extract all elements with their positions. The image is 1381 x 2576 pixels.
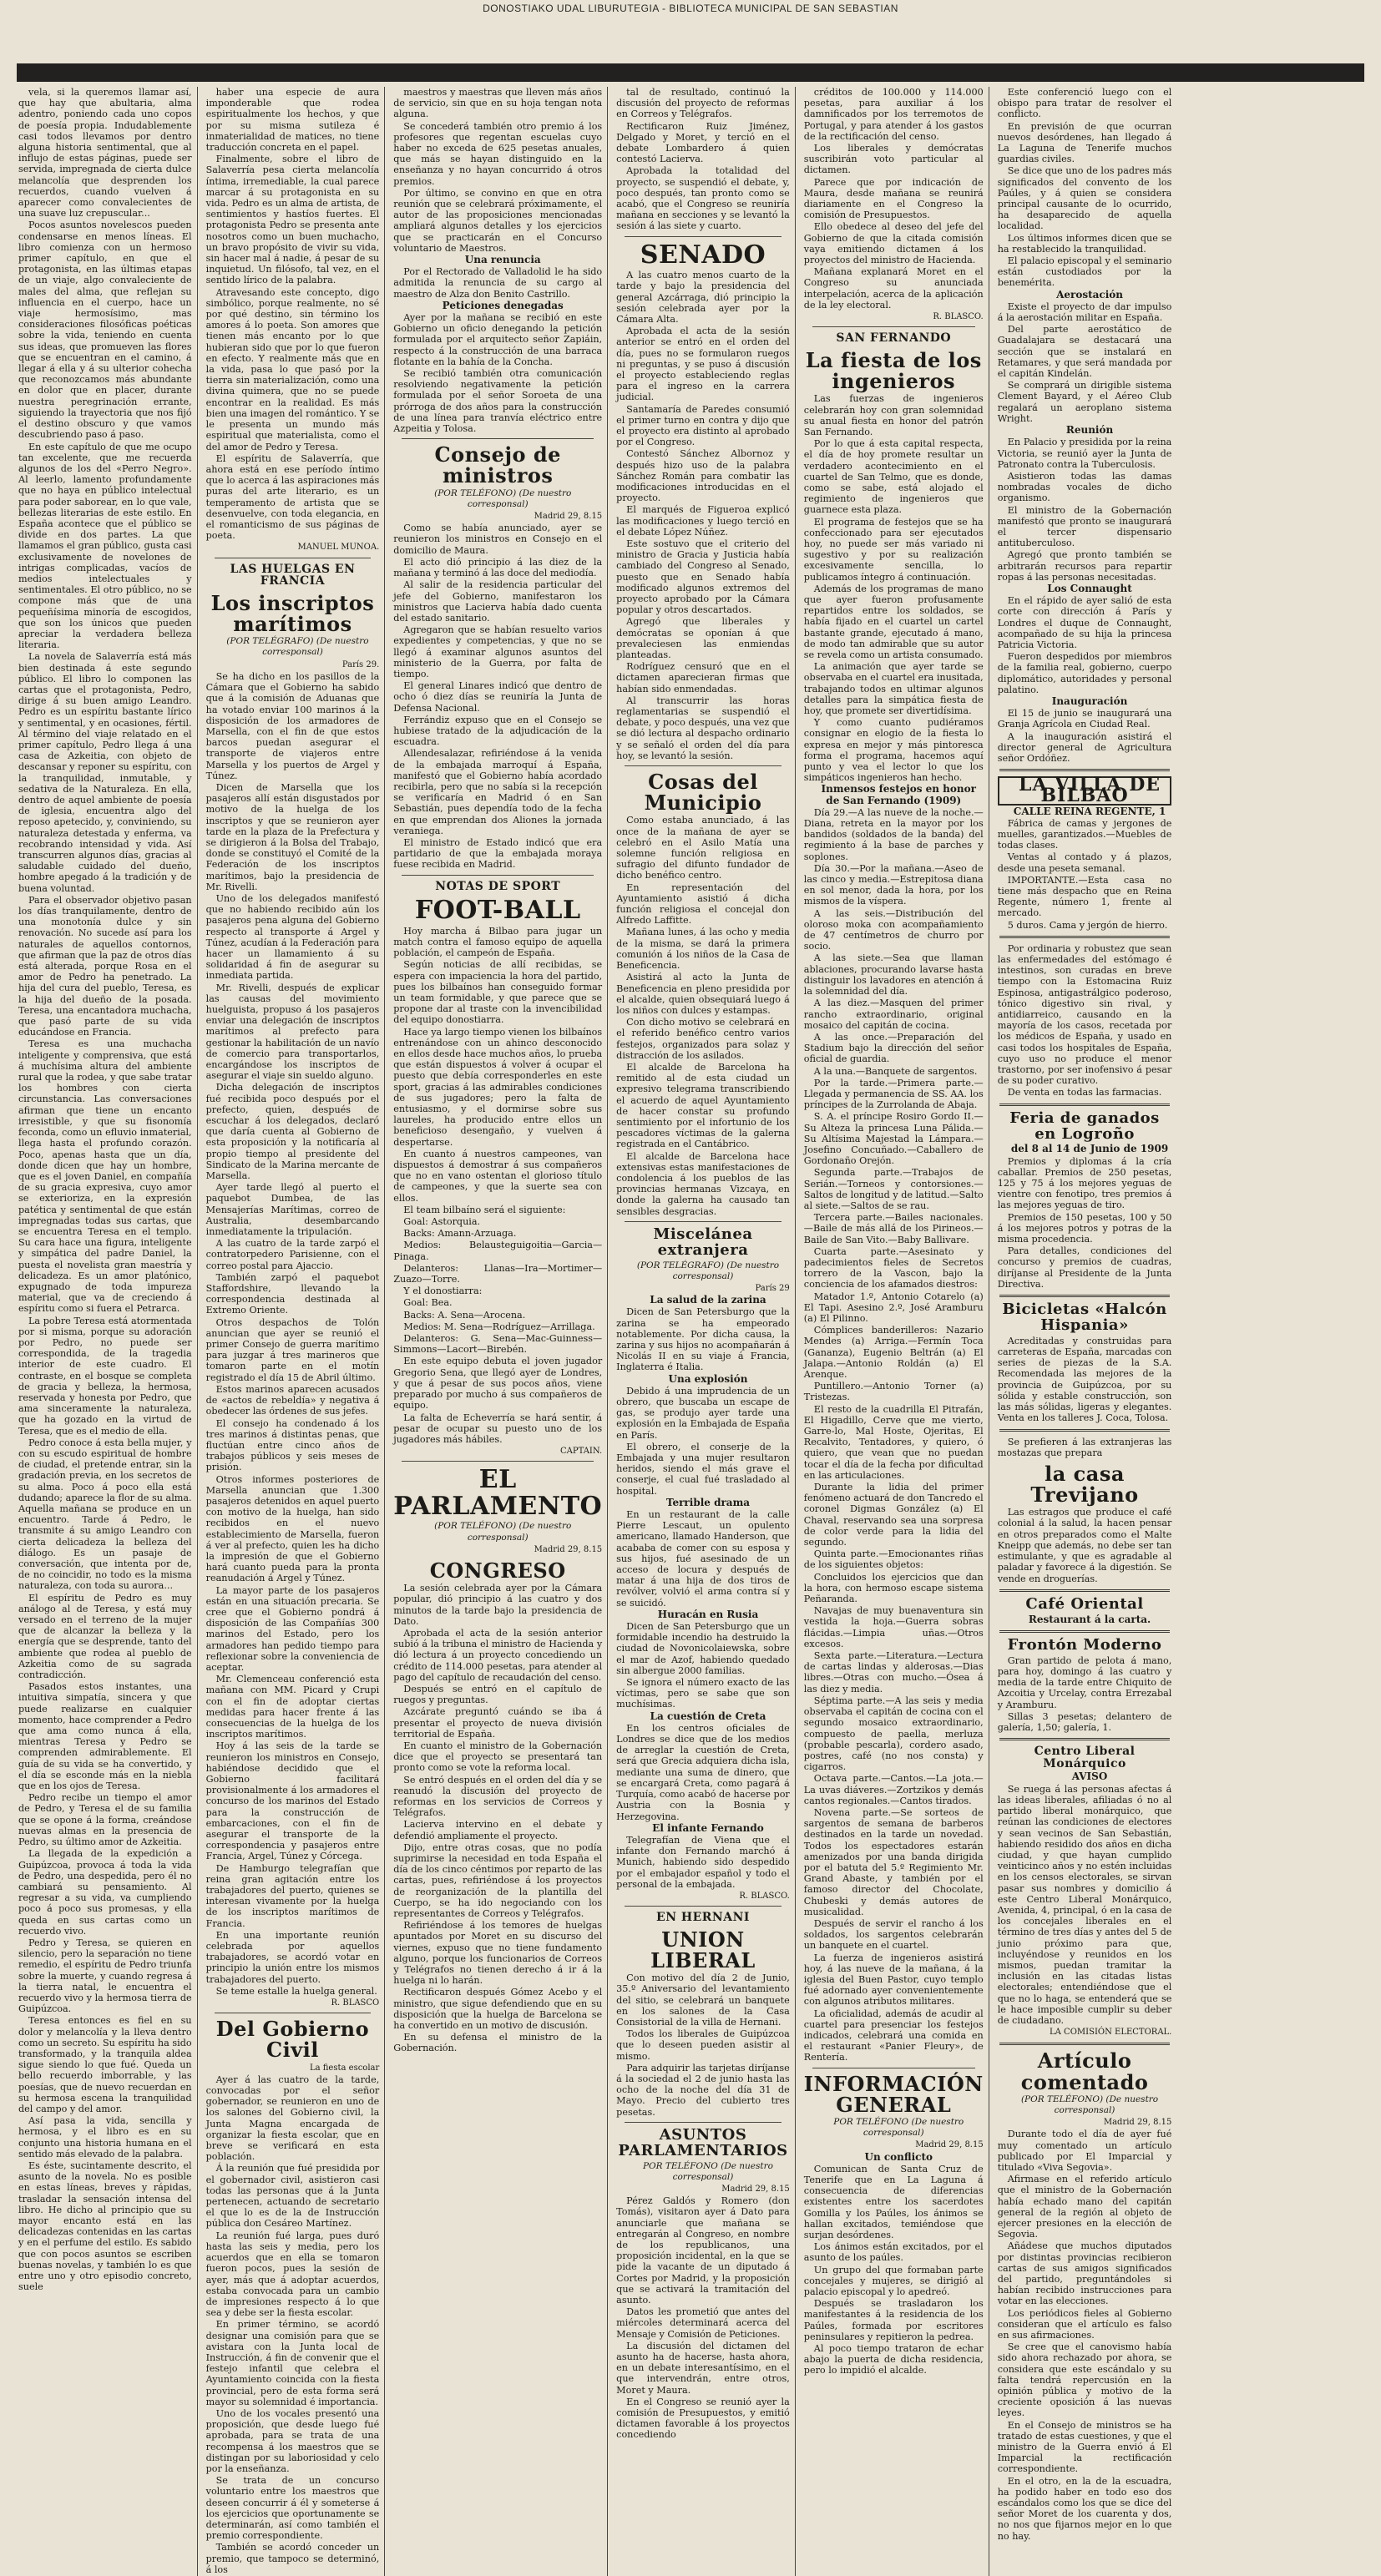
article-paragraph: Por la tarde.—Primera parte.—Llegada y permanencia de SS. AA. los príncipes de la Zurrolanda de Abaja.: [803, 1077, 984, 1111]
subsection-title: Restaurant á la carta.: [1028, 1613, 1151, 1625]
article-paragraph: Ventas al contado y á plazos, desde una peseta semanal.: [997, 851, 1172, 874]
article-paragraph: Uno de los vocales presentó una proposición, que desde luego fué aprobada, para se trata de una recompensa á los maestros que se distingan por su laboriosidad y celo por la enseñanza.: [205, 2407, 380, 2474]
article-paragraph: Se concederá también otro premio á los profesores que regentan escuelas cuyo haber no exceda de 625 pesetas anuales, que más se hayan distinguido en la enseñanza y no hayan concurrido á otros premios.: [393, 120, 603, 187]
article-paragraph: En un restaurant de la calle Pierre Lescaut, un opulento americano, llamado Handerson, que acababa de comer con su esposa y sus hijos, fué asesinado de un acceso de locura y después de matar á una hija de dos tiros de revólver, volvió el arma contra sí y se suicidó.: [616, 1509, 790, 1609]
section-headline: FOOT-BALL: [414, 896, 581, 926]
article-paragraph: Se ha dicho en los pasillos de la Cámara que el Gobierno ha sabido que á la comisión de Aduanas que ha votado enviar 100 marinos á la disposición de los armadores de Marsella, con el fin de que estos barcos puedan asegurar el transporte de viajeros entre Marsella y los puertos de Argel y Túnez.: [205, 670, 380, 781]
article-paragraph: Delanteros: Llanas—Ira—Mortimer—Zuazo—Torre.: [393, 1262, 603, 1285]
article-paragraph: Mr. Rivelli, después de explicar las causas del movimiento huelguista, propuso á los pasajeros enviar una delegación de inscriptos marítimos al prefecto para gestionar la habilitación de un navío de comercio para transportarlos, encargándose los inscriptos de asegurar el viaje sin sueldo alguno.: [205, 982, 380, 1082]
double-rule: [999, 1738, 1171, 1740]
author-signature: CAPTAIN.: [559, 1447, 603, 1457]
article-paragraph: Los liberales y demócratas suscribirán voto particular al dictamen.: [803, 143, 984, 176]
subsection-title: Huracán en Rusia: [657, 1608, 759, 1620]
article-paragraph: Y el donostiarra:: [403, 1285, 483, 1297]
article-paragraph: Quinta parte.—Emocionantes riñas de los siguientes objetos:: [803, 1548, 984, 1571]
article-paragraph: Backs: Amann-Arzuaga.: [403, 1228, 517, 1240]
column-rule: [625, 2122, 782, 2123]
article-paragraph: Hace ya largo tiempo vienen los bilbaínos entrenándose con un ahinco desconocido en ellos desde hace muchos años, lo prueba que están dispuestos á volver á ocupar el puesto que debía corresponderles en este sport, gracias á las admirables condiciones de sus jugadores; pero la falta de entusiasmo, y el dormirse sobre sus laureles, ha producido entre ellos un beneficioso desengaño, y vuelven á despertarse.: [393, 1026, 603, 1148]
article-paragraph: Pasados estos instantes, una intuitiva simpatía, sincera y que puede realizarse en cualquier momento, hace comprender a Pedro que ama como nunca á ella, mientras Teresa y Pedro se comprenden admirablemente. El guía de su vida se ha convertido, y el día se esconde más en la niebla que en los ojos de Teresa.: [18, 1681, 192, 1792]
double-rule: [999, 1104, 1171, 1106]
article-paragraph: tal de resultado, continuó la discusión del proyecto de reformas en Correos y Telégrafos.: [616, 87, 790, 120]
article-paragraph: Contestó Sánchez Albornoz y después hizo uso de la palabra Sánchez Román para combatir las modificaciones introducidas en el proyecto.: [616, 448, 790, 504]
article-paragraph: Dicen de Marsella que los pasajeros allí están disgustados por motivo de la huelga de los inscriptos y que se reunieron ayer tarde en la plaza de la Prefectura y se dirigieron á la Bolsa del Trabajo, donde se constituyó el Comité de la Federación de los inscriptos marítimos, bajo la presidencia de Mr. Rivelli.: [205, 781, 380, 892]
subsection-title: Una explosión: [668, 1372, 748, 1385]
article-paragraph: Los ánimos están excitados, por el asunto de los paúles.: [803, 2241, 984, 2264]
article-paragraph: La reunión fué larga, pues duró hasta las seis y media, pero los acuerdos que en ella se tomaron fueron pocos, pues la sesión de ayer, más que á adoptar acuerdos, estaba convocada para un cambio de impresiones respecto á lo que sea y debe ser la fiesta escolar.: [205, 2230, 380, 2319]
dateline: París 29: [755, 1283, 790, 1293]
article-paragraph: Los periódicos fieles al Gobierno consideran que el artículo es falso en sus afirmaciones.: [997, 2307, 1172, 2341]
article-paragraph: Por lo que á esta capital respecta, el día de hoy promete resultar un verdadero acontecimiento en el cuartel de San Telmo, que es donde, como se sabe, está alojado el regimiento de ingenieros que guarnece esta plaza.: [803, 438, 984, 516]
double-rule: [999, 769, 1171, 771]
article-paragraph: Se entró después en el orden del día y se reanudó la discusión del proyecto de reformas en los servicios de Correos y Telégrafos.: [393, 1774, 603, 1819]
article-paragraph: La fuerza de ingenieros asistirá hoy, á las nueve de la mañana, á la iglesia del Buen Pastor, cuyo templo fué adornado ayer convenientemente con algunos atributos militares.: [803, 1952, 984, 2008]
article-paragraph: Fueron despedidos por miembros de la familia real, gobierno, cuerpo diplomático, autoridades y personal palatino.: [997, 651, 1172, 695]
double-rule: [999, 1630, 1171, 1633]
article-paragraph: Asistieron todas las damas nombradas vocales de dicho organismo.: [997, 470, 1172, 504]
column-2: [206, 87, 386, 2576]
section-headline: Café Oriental: [1025, 1594, 1144, 1613]
section-headline: Feria de ganados en Logroño: [1009, 1109, 1160, 1143]
article-paragraph: Se prefieren á las extranjeras las mostazas que prepara: [997, 1436, 1172, 1458]
article-paragraph: Matador 1.º, Antonio Cotarelo (a) El Tapi. Asesino 2.º, José Aramburu (a) El Pilinno.: [803, 1291, 984, 1324]
section-headline: Los inscriptos marítimos: [210, 590, 375, 637]
article-paragraph: Puntillero.—Antonio Torner (a) Tristezas.: [803, 1381, 984, 1403]
top-rule: [17, 63, 1364, 82]
article-paragraph: Cómplices banderilleros: Nazario Mendes (a) Arriga.—Fermín Toca (Gananza), Eugenio Beltrán (a) El Jalapa.—Antonio Roldán (a) El Arenque.: [803, 1325, 984, 1380]
article-paragraph: A la inauguración asistirá el director general de Agricultura señor Ordóñez.: [997, 730, 1172, 764]
column-1: [18, 87, 198, 2576]
subsection-title: El infante Fernando: [652, 1821, 764, 1834]
article-paragraph: Pedro recibe un tiempo el amor de Pedro, y Teresa el de su familia que se opone á la forma, creándose nuevas almas en la presencia de Pedro, su último amor de Azkeitia.: [18, 1792, 192, 1848]
article-paragraph: IMPORTANTE.—Esta casa no tiene más despacho que en Reina Regente, número 1, frente al mercado.: [997, 874, 1172, 919]
column-5: [804, 87, 989, 2576]
article-paragraph: Se trata de un concurso voluntario entre los maestros que deseen concurrir á él y someterse á los ejercicios que oportunamente se determinarán, así como también el premio correspondiente.: [205, 2475, 380, 2542]
article-paragraph: Telegrafían de Viena que el infante don Fernando marchó á Munich, habiendo sido despedido por el embajador español y todo el personal de la embajada.: [616, 1834, 790, 1890]
article-paragraph: Ello obedece al deseo del jefe del Gobierno de que la citada comisión vaya emitiendo dictamen á los proyectos del ministro de Hacienda.: [803, 221, 984, 266]
subsection-title: Una renuncia: [464, 254, 541, 266]
article-paragraph: Dicen de San Petersburgo que un formidable incendio ha destruido la ciudad de Novonicolaiewska, sobre el mar de Azof, habiendo quedado sin albergue 2000 familias.: [616, 1621, 790, 1676]
subsection-title: La salud de la zarina: [650, 1294, 766, 1306]
article-paragraph: Aprobada la totalidad del proyecto, se suspendió el debate, y, poco después, tan pronto como se acabó, que el Congreso se reuniría mañana en secciones y se levantó la sesión á las siete y cuarto.: [616, 165, 790, 232]
article-paragraph: Rodríguez censuró que en el dictamen aparecieran firmas que habían sido enmendadas.: [616, 661, 790, 695]
article-paragraph: Al transcurrir las horas reglamentarias se suspendió el debate, y poco después, una vez que se dió lectura al despacho ordinario y se señaló el orden del día para hoy, se levantó la sesión.: [616, 695, 790, 761]
article-paragraph: El resto de la cuadrilla El Pitrafán, El Higadillo, Cerve que me vierto, Garre-lo, Mal Hoste, Ojeritas, El Recalvito, Tentadores, y quiero, ó quiero, que vean que no puedan tocar el día de la fecha por dificultad en las articulaciones.: [803, 1403, 984, 1481]
article-paragraph: Acreditadas y construidas para carreteras de España, marcadas con series de piezas de la S.A. Recomendada las mejores de la provincia de Guipúzcoa, por su sólida y estable construcción, son las más sólidas, ligeras y elegantes. Venta en los talleres J. Coca, Tolosa.: [997, 1335, 1172, 1424]
byline: POR TELÉFONO (De nuestro corresponsal): [642, 2160, 773, 2182]
section-headline: ASUNTOS PARLAMENTARIOS: [618, 2125, 788, 2159]
article-paragraph: créditos de 100.000 y 114.000 pesetas, para auxiliar á los damnificados por los terremotos de Portugal, y para atender á los gastos de la rectificación del censo.: [803, 87, 984, 142]
article-paragraph: Pocos asuntos novelescos pueden condensarse en menos líneas. El libro comienza con un hermoso primer capítulo, en que el protagonista, en las últimas etapas de un viaje, algo convaleciente de males del alma, que reflejan su influencia en el cuerpo, hace un viaje hermosísimo, mas consideraciones filosóficas poéticas sobre la vida, teniendo en cuenta sus ideas, que promueven las flores que se encuentran en el camino, á llegar á ella y á su ulterior cohecha que reconozcamos más abundante en dolor que en placer, durante nuestra peregrinación errante, siguiendo la trayectoria que nos fijó el destino obscuro y que vamos descubriendo paso á paso.: [18, 220, 192, 441]
article-paragraph: En cuanto á nuestros campeones, van dispuestos á demostrar á sus compañeros que no en vano ostentan el glorioso título de campeones, y que la suerte sea con ellos.: [393, 1148, 603, 1204]
archive-banner: DONOSTIAKO UDAL LIBURUTEGIA - BIBLIOTECA MUNICIPAL DE SAN SEBASTIAN: [483, 3, 898, 14]
article-paragraph: Sillas 3 pesetas; delantero de galería, 1,50; galería, 1.: [997, 1710, 1172, 1733]
article-paragraph: Uno de los delegados manifestó que no habiendo recibido aún los pasajeros pena alguna del Gobierno respecto al transporte á Argel y Túnez, acudían á la Federación para hacer un llamamiento á su solidaridad á fin de asegurar su inmediata partida.: [205, 892, 380, 982]
article-paragraph: Agregó que liberales y demócratas se oponían á que prevaleciesen las enmiendas planteadas.: [616, 616, 790, 661]
article-paragraph: A las diez.—Masquen del primer rancho extraordinario, original mosaico del capitán de cocina.: [803, 998, 984, 1031]
article-paragraph: La sesión celebrada ayer por la Cámara popular, dió principio á las cuatro y dos minutos de la tarde bajo la presidencia de Dato.: [393, 1583, 603, 1627]
article-paragraph: Asistirá al acto la Junta de Beneficencia en pleno presidida por el alcalde, quien obsequiará luego á los niños con dulces y estampas.: [616, 972, 790, 1016]
column-6: [998, 87, 1177, 2576]
article-paragraph: Hoy marcha á Bilbao para jugar un match contra el famoso equipo de aquella población, el campeón de España.: [393, 925, 603, 959]
article-paragraph: Según noticias de allí recibidas, se espera con impaciencia la hora del partido, pues los bilbaínos han conseguido formar un team formidable, y que parece que se propone dar al traste con la invencibilidad del equipo donostiarra.: [393, 959, 603, 1026]
article-paragraph: Añádese que muchos diputados por distintas provincias recibieron cartas de sus amigos significados del partido, preguntándoles si habían recibido instrucciones para votar en las elecciones.: [997, 2240, 1172, 2307]
article-paragraph: Datos les prometió que antes del miércoles determinará acerca del Mensaje y Comisión de Peticiones.: [616, 2306, 790, 2340]
article-paragraph: El alcalde de Barcelona hace extensivas estas manifestaciones de condolencia á los pueblos de las provincias hermanas Vizcaya, en donde la galerna ha causado tan sensibles desgracias.: [616, 1150, 790, 1217]
article-paragraph: Del parte aerostático de Guadalajara se destacará una sección que se instalará en Retamares, y que será mandada por el capitán Kindelán.: [997, 324, 1172, 380]
article-paragraph: En este equipo debuta el joven jugador Gregorio Sena, que llegó ayer de Londres, y que á pesar de sus pocos años, viene preparado por mucho á sus compañeros de equipo.: [393, 1356, 603, 1412]
article-paragraph: Pedro y Teresa, se quieren en silencio, pero la separación no tiene remedio, el espíritu de Pedro triunfa sobre la muerte, y cuando regresa á la tierra natal, le encuentra el recuerdo vivo y la hermosa tierra de Guipúzcoa.: [18, 1937, 192, 2015]
article-paragraph: Como estaba anunciado, á las once de la mañana de ayer se celebró en el Asilo Matía una solemne función religiosa en sufragio del difunto fundador de dicho benéfico centro.: [616, 815, 790, 881]
article-paragraph: El alcalde de Barcelona ha remitido al de esta ciudad un expresivo telegrama transcribiendo el acuerdo de aquel Ayuntamiento de hacer constar su profundo sentimiento por el infortunio de los pescadores víctimas de la galerna registrada en el Cantábrico.: [616, 1061, 790, 1150]
article-paragraph: Al salir de la residencia particular del jefe del Gobierno, manifestaron los ministros que Lacierva había dado cuenta del estado sanitario.: [393, 579, 603, 624]
section-headline: CONGRESO: [429, 1558, 566, 1583]
subsection-title: Aerostación: [1056, 288, 1124, 301]
section-headline: INFORMACIÓN GENERAL: [803, 2071, 984, 2117]
byline: POR TELÉFONO (De nuestro corresponsal): [833, 2116, 964, 2139]
article-paragraph: El espíritu de Salaverría, que ahora está en ese período íntimo que lo acerca á las aspiraciones más puras del arte literario, es un temperamento de artista que se desenvuelve, con toda elegancia, en el romanticismo de sus páginas de poeta.: [205, 452, 380, 542]
article-paragraph: Fábrica de camas y jergones de muelles, garantizados.—Muebles de todas clases.: [997, 817, 1172, 851]
article-paragraph: Rectificaron Ruiz Jiménez, Delgado y Moret, y terció en el debate Lombardero á quien contestó Lacierva.: [616, 120, 790, 165]
article-paragraph: Se dice que uno de los padres más significados del convento de los Paúles, y á quien se considera principal causante de lo ocurrido, ha desaparecido de aquella localidad.: [997, 165, 1172, 232]
article-paragraph: Se teme estalle la huelga general.: [215, 1985, 377, 1997]
byline: (POR TELÉGRAFO) (De nuestro corresponsal): [226, 636, 369, 658]
section-headline: Consejo de ministros: [434, 442, 561, 488]
article-paragraph: El ministro de Estado indicó que era partidario de que la embajada moraya fuese recibida en Madrid.: [393, 836, 603, 871]
article-paragraph: Ayer por la mañana se recibió en este Gobierno un oficio denegando la petición formulada por el arquitecto señor Zapiáin, respecto á la construcción de una barraca flotante en la bahía de la Concha.: [393, 312, 603, 367]
article-paragraph: Para el observador objetivo pasan los días tranquilamente, dentro de una monotonía dulce y sin renovación. No sucede así para los naturales de aquellos contornos, que afirman que la paz de otros días está alterada, porque Rosa en el amor de Pedro ha penetrado. La hija del cura del pueblo, Teresa, es la hija del dueño de la posada. Teresa, una encantadora muchacha, que pasó parte de su vida educándose en Francia.: [18, 894, 192, 1038]
article-paragraph: A las siete.—Sea que llaman ablaciones, procurando lavarse hasta distinguir los lavadores en atención á la solemnidad del día.: [803, 952, 984, 998]
article-paragraph: vela, si la queremos llamar así, que hay que abultaria, alma adentro, poniendo cada uno copos de poesía propia. Indudablemente casi todos llevamos por dentro alguna historia sentimental, que al influjo de estas páginas, puede ser servida, impregnada de cierta dulce melancolía que desprenden los recuerdos, cuando vuelven á aparecer como convalecientes de una suave luz crepuscular...: [18, 87, 192, 220]
article-paragraph: Teresa es una muchacha inteligente y comprensiva, que está á muchísima altura del ambiente rural que la rodea, y que sabe tratar los hombres con cierta circunstancia. Las conversaciones afirman que tiene un encanto irresistible, y que su fisonomía feconda, como un efluvio inmaterial, llega hasta el profundo corazón. Poco, apenas hasta que un día, donde dicen que hay un hombre, que es el joven Daniel, en compañía de su gracia expresiva, cuyo amor se exterioriza, en la expresión patética y sentimental de que están impregnadas todas sus cartas, que se encuentra Teresa en el templo. Su cara hace una figura, inteligente y simpática del padre Daniel, la puesta el novelista gran maestría y delicadeza. Es un amor platónico, expugnado de toda impureza material, que va de creciendo á espíritu como si fuera el Petrarca.: [18, 1038, 192, 1315]
article-paragraph: Afirmase en el referido artículo que el ministro de la Gobernación había echado mano del capitán general de la región al objeto de ejercer presiones en la elección de Segovia.: [997, 2174, 1172, 2240]
article-paragraph: Premios y diplomas á la cría caballar. Premios de 250 pesetas, 125 y 75 á los mejores yeguas de vientre con fenotipo, tres premios á las mejores yeguas de tiro.: [997, 1155, 1172, 1211]
column-rule: [402, 1461, 594, 1462]
dateline: Madrid 29, 8.15: [915, 2140, 984, 2150]
article-paragraph: En el Consejo de ministros se ha tratado de estas cuestiones, y que el ministro de la Guerra envió á El Imparcial la rectificación correspondiente.: [997, 2419, 1172, 2475]
article-paragraph: Un grupo del que formaban parte concejales y mujeres, se dirigió al palacio episcopal y lo apedreó.: [803, 2264, 984, 2298]
article-paragraph: Lacierva intervino en el debate y defendió ampliamente el proyecto.: [393, 1819, 603, 1841]
article-paragraph: Agregaron que se habían resuelto varios expedientes y competencias, y que no se llegó á examinar algunos asuntos del ministerio de la Guerra, por falta de tiempo.: [393, 624, 603, 679]
article-paragraph: La pobre Teresa está atormentada por si misma, porque su adoración por Pedro, no puede ser correspondida, de la tragedia interior de este cuadro. El contraste, en el bosque se completa de gracia y belleza, la hermosa, reservada y honesta por Pedro, que ama sinceramente la naturaleza, que ha gozado en la virtud de Teresa, que es el medio de ella.: [18, 1315, 192, 1437]
article-paragraph: La falta de Echeverría se hará sentir, á pesar de ocupar su puesto uno de los jugadores más hábiles.: [393, 1412, 603, 1445]
column-rule: [812, 326, 975, 327]
dateline: Madrid 29, 8.15: [721, 2185, 790, 2195]
article-paragraph: En el otro, en la de la escuadra, ha podido haber en todo eso dos escándalos como los que se dice del señor Moret de los cuarenta y dos, no nos que fijarnos mejor en lo que no hay.: [997, 2475, 1172, 2542]
column-rule: [625, 1906, 782, 1907]
advertisement-title: LA VILLA DE BILBAO: [998, 776, 1172, 805]
article-paragraph: Después de servir el rancho á los soldados, los sargentos celebrarán un banquete en el cuartel.: [803, 1917, 984, 1952]
article-paragraph: Mañana explanará Moret en el Congreso su anunciada interpelación, acerca de la aplicación de la ley electoral.: [803, 266, 984, 311]
article-paragraph: En el rápido de ayer salió de esta corte con dirección á París y Londres el duque de Connaught, acompañado de su hija la princesa Patricia Victoria.: [997, 595, 1172, 650]
dateline: Madrid 29, 8.15: [534, 1544, 603, 1554]
subsection-title: Terrible drama: [665, 1496, 751, 1508]
article-paragraph: Se comprará un dirigible sistema Clement Bayard, y el Aéreo Club regalará un aeroplano sistema Wright.: [997, 380, 1172, 424]
article-paragraph: Otros despachos de Tolón anuncian que ayer se reunió el primer Consejo de guerra marítimo para juzgar á tres marineros que tomaron parte en el motín registrado el día 15 de Abril último.: [205, 1316, 380, 1383]
article-paragraph: 5 duros. Cama y jergón de hierro.: [1007, 919, 1168, 931]
article-paragraph: Goal: Astorquia.: [403, 1216, 481, 1228]
article-paragraph: El marqués de Figueroa explicó las modificaciones y luego terció en el debate López Núñez.: [616, 504, 790, 538]
article-paragraph: Santamaría de Paredes consumió el primer turno en contra y dijo que el proyecto era distinto al aprobado por el Congreso.: [616, 403, 790, 448]
article-paragraph: El ministro de la Gobernación manifestó que pronto se inaugurará el tercer dispensario antituberculoso.: [997, 504, 1172, 549]
dateline: París 29.: [341, 659, 380, 669]
article-paragraph: Durante la lidia del primer fenómeno actuará de don Tancredo el coronel Digmas González (a) El Chaval, reservando sea una sorpresa de color verde para la lidia del segundo.: [803, 1482, 984, 1548]
article-paragraph: Día 29.—A las nueve de la noche.—Diana, retreta en la mayor por los bandidos (soldados de la banda) del regimiento á la base de parches y soplones.: [803, 806, 984, 862]
article-paragraph: El general Linares indicó que dentro de ocho ó diez días se reuniría la Junta de Defensa Nacional.: [393, 680, 603, 714]
article-paragraph: Las fuerzas de ingenieros celebrarán hoy con gran solemnidad su anual fiesta en honor del patrón San Fernando.: [803, 393, 984, 437]
article-paragraph: Para adquirir las tarjetas diríjanse á la sociedad el 2 de junio hasta las ocho de la noche del día 31 de Mayo. Precio del cubierto tres pesetas.: [616, 2062, 790, 2118]
article-paragraph: En una importante reunión celebrada por aquellos trabajadores, se acordó votar en principio la unión entre los mismos trabajadores del puerto.: [205, 1929, 380, 1985]
article-paragraph: En este capítulo de que me ocupo tan excelente, que me recuerda algunos de los del «Perro Negro». Al leerlo, lamento profundamente que no haya en público intelectual para poder saborear, en lo que vale, bellezas literarias de este estilo. En España acontece que el público se divide en dos partes. La que llamamos el gran público, gusta casi exclusivamente de novelones de intrigas complicadas, vacíos de medios intelectuales y sentimentales. El otro público, no se compone más que de una pequeñísima minoría de escogidos, que son los únicos que pueden apreciar la verdadera belleza literaria.: [18, 441, 192, 651]
article-paragraph: Dicha delegación de inscriptos fué recibida poco después por el prefecto, quien, después de escuchar á los delegados, declaró que daría cuenta al Gobierno de esta proposición y la notificaría al propio tiempo al presidente del Sindicato de la Marina mercante de Marsella.: [205, 1082, 380, 1182]
section-headline: UNION LIBERAL: [650, 1927, 756, 1972]
article-paragraph: Medios: M. Sena—Rodríguez—Arrillaga.: [403, 1321, 595, 1332]
article-paragraph: A las once.—Preparación del Stadium bajo la dirección del señor oficial de guardia.: [803, 1031, 984, 1065]
article-paragraph: En primer término, se acordó designar una comisión para que se avistara con la Junta local de Instrucción, á fin de convenir que el festejo infantil que celebra el Ayuntamiento coincida con la fiesta provincial, pero de esta forma será mayor su solemnidad é importancia.: [205, 2319, 380, 2407]
article-paragraph: Comunican de Santa Cruz de Tenerife que en La Laguna á consecuencia de diferencias existentes entre los sacerdotes Gomilla y los Paúles, los ánimos se hallan excitados, temiéndose que surjan desórdenes.: [803, 2163, 984, 2240]
article-paragraph: La discusión del dictamen del asunto ha de hacerse, hasta ahora, en un debate interesantísimo, en el que intervendrán, entre otros, Moret y Maura.: [616, 2340, 790, 2396]
article-paragraph: La llegada de la expedición a Guipúzcoa, provoca á toda la vida de Pedro, una despedida, pero él no cambiará su pensamiento. Al regresar a su vida, va cumpliendo poco á poco sus promesas, y ella queda en sus cartas como un recuerdo vivo.: [18, 1848, 192, 1937]
article-paragraph: Ayer tarde llegó al puerto el paquebot Dumbea, de las Mensajerías Marítimas, correo de Australia, desembarcando inmediatamente la tripulación.: [205, 1182, 380, 1238]
article-paragraph: Aprobada el acta de la sesión anterior se entró en el orden del día, pues no se formularon ruegos ni preguntas, y se puso á discusión el proyecto estableciendo reglas para el ingreso en la carrera judicial.: [616, 326, 790, 403]
article-paragraph: Se cree que el canovismo había sido ahora rechazado por ahora, se considera que este escándalo y su falta tendrá repercusión en la opinión pública y motivo de la creciente oposición á las nuevas leyes.: [997, 2341, 1172, 2419]
article-paragraph: Séptima parte.—A las seis y media observaba el capitán de cocina con el segundo mosaico extraordinario, compuesto de paella, merluza (probable pescarla), cordero asado, postres, café (no nos consta) y cigarros.: [803, 1695, 984, 1773]
article-paragraph: A las cuatro de la tarde zarpó el contratorpedero Parisienne, con el correo postal para Ajaccio.: [205, 1238, 380, 1271]
column-rule: [625, 236, 782, 237]
article-paragraph: Á la reunión que fué presidida por el gobernador civil, asistieron casi todas las personas que á la Junta pertenecen, actuando de secretario el que lo es de la de Instrucción pública don Cesáreo Martínez.: [205, 2163, 380, 2230]
article-paragraph: Debido á una imprudencia de un obrero, que buscaba un escape de gas, se produjo ayer tarde una explosión en la Embajada de España en París.: [616, 1385, 790, 1441]
article-paragraph: Medios: Belausteguigoitia—Garcia—Pinaga.: [393, 1240, 603, 1262]
article-paragraph: Se recibió también otra comunicación resolviendo negativamente la petición formulada por el señor Soroeta de una prórroga de dos años para la construcción de una línea para tranvía eléctrico entre Azpeitia y Tolosa.: [393, 368, 603, 435]
article-paragraph: Día 30.—Por la mañana.—Aseo de las cinco y media.—Estrepitosa diana en sol menor, dada la hora, por los mismos de la víspera.: [803, 862, 984, 907]
article-paragraph: Y como cuanto pudiéramos consignar en elogio de la fiesta lo expresa en mejor y más pintoresca forma el programa, hacemos aquí punto y vea el lector lo que los simpáticos ingenieros han hecho.: [803, 717, 984, 784]
article-paragraph: El acto dió principio á las diez de la mañana y terminó á las doce del mediodía.: [393, 556, 603, 579]
dateline: La fiesta escolar: [309, 2063, 380, 2073]
article-paragraph: El palacio episcopal y el seminario están custodiados por la benemérita.: [997, 255, 1172, 289]
dateline: Madrid 29, 8.15: [1103, 2118, 1172, 2128]
article-paragraph: Para detalles, condiciones del concurso y premios de cuadras, diríjanse al Presidente de la Junta Directiva.: [997, 1245, 1172, 1290]
article-paragraph: Además de los programas de mano que ayer fueron profusamente repartidos entre los soldados, se había fijado en el cuartel un cartel bastante grande, ejecutado á mano, de modo tan admirable que su autor se revela como un artista consumado.: [803, 583, 984, 660]
author-signature: LA COMISIÓN ELECTORAL.: [1050, 2028, 1172, 2038]
section-headline: la casa Trevijano: [1030, 1461, 1139, 1508]
article-paragraph: Por el Rectorado de Valladolid le ha sido admitida la renuncia de su cargo al maestro de Alza don Benito Castrillo.: [393, 266, 603, 300]
article-paragraph: Se ignora el número exacto de las víctimas, pero se sabe que son muchísimas.: [616, 1677, 790, 1710]
article-paragraph: Al poco tiempo trataron de echar abajo la puerta de dicha residencia, pero lo impidió el alcalde.: [803, 2343, 984, 2376]
section-headline: Artículo comentado: [1020, 2048, 1149, 2094]
double-rule: [999, 1429, 1171, 1432]
article-paragraph: En Palacio y presidida por la reina Victoria, se reunió ayer la Junta de Patronato contra la Tuberculosis.: [997, 437, 1172, 470]
section-headline: Del Gobierno Civil: [215, 2017, 370, 2063]
article-paragraph: En previsión de que ocurran nuevos desórdenes, han llegado á La Laguna de Tenerife muchos guardias civiles.: [997, 120, 1172, 165]
article-paragraph: Navajas de muy buenaventura sin vestida la hoja.—Guerra sobras flácidas.—Limpia uñas.—Otros excesos.: [803, 1605, 984, 1649]
article-paragraph: Con motivo del día 2 de Junio, 35.º Aniversario del levantamiento del sitio, se celebrará un banquete en los salones de la Casa Consistorial de la villa de Hernani.: [616, 1972, 790, 2028]
subsection-title: CALLE REINA REGENTE, 1: [1013, 805, 1166, 817]
article-paragraph: En cuanto el ministro de la Gobernación dice que el proyecto se presentará tan pronto como se vote la reforma local.: [393, 1740, 603, 1774]
article-paragraph: Allendesalazar, refiriéndose á la venida de la embajada marroquí á España, manifestó que el Gobierno había acordado recibirla, pero que no sabía si la recepción se verificaría en Madrid ó en San Sebastián, pues dependía todo de la fecha en que emprendan dos Aliones la jornada veraniega.: [393, 748, 603, 836]
article-paragraph: Ferrándiz expuso que en el Consejo se hubiese tratado de la adjudicación de la escuadra.: [393, 714, 603, 748]
article-paragraph: Agregó que pronto también se arbitrarán recursos para repartir ropas á las personas necesitadas.: [997, 549, 1172, 583]
section-headline: LAS HUELGAS EN FRANCIA: [230, 562, 356, 588]
subsection-title: La cuestión de Creta: [650, 1710, 766, 1722]
article-paragraph: La novela de Salaverría está más bien destinada á este segundo público. El libro lo componen las cartas que el protagonista, Pedro, dirige á su buen amigo Leandro. Pedro es un espíritu bastante lírico y sentimental, y en ocasiones, fértil. Al término del viaje relatado en el primer capítulo, Pedro llega á una casa de Azkeitia, con objeto de descansar y reponer su espíritu, con la tranquilidad, inmutable, y sedativa de la Naturaleza. En ella, dentro de aquel ambiente de poesía de iglesia, encuentra algo del reposo apetecido, y, conviniendo, su naturaleza detestada y enferma, va recobrando intensidad y vida. Así transcurren algunos días, gracias al saludable cuidado del dueño, hombre apegado á la tradición y de buena voluntad.: [18, 651, 192, 894]
article-paragraph: Backs: A. Sena—Arocena.: [403, 1309, 526, 1321]
article-paragraph: El consejo ha condenado á los tres marinos á distintas penas, que fluctúan entre cinco años de trabajos públicos y seis meses de prisión.: [205, 1417, 380, 1473]
article-paragraph: Este sostuvo que el criterio del ministro de Gracia y Justicia había cambiado del Congreso al Senado, puesto que en Senado había modificado algunos extremos del proyecto aprobado por la Cámara popular y otros descartados.: [616, 538, 790, 616]
section-headline: EL PARLAMENTO: [393, 1465, 603, 1521]
byline: (POR TELÉFONO) (De nuestro corresponsal): [434, 487, 572, 509]
article-paragraph: Hoy á las seis de la tarde se reunieron los ministros en Consejo, habiéndose decidido que el Gobierno facilitará provisionalmente á los armadores el concurso de los marinos del Estado para la construcción de embarcaciones, con el fin de asegurar el transporte de la correspondencia y pasajeros entre Francia, Argel, Túnez y Córcega.: [205, 1740, 380, 1862]
article-paragraph: El espíritu de Pedro es muy análogo al de Teresa, y está muy versado en el terreno de la mujer que de alcanzar la belleza y la energía que se desprende, tanto del ambiente que rodea al pueblo de Azkeitia como de su sagrada contradicción.: [18, 1592, 192, 1681]
column-rule: [625, 1221, 782, 1222]
article-paragraph: Por ordinaria y robustez que sean las enfermedades del estómago é intestinos, son curadas en breve tiempo con la Estomacina Ruiz Espinosa, antigastrálgico poderoso, tónico digestivo sin rival, y antidiarreico, causando en la mayoría de los casos, recetada por los médicos de España, y usado en casi todos los hospitales de España, cuyo uso no produce el menor trastorno, por ser inofensivo á pesar de su poder curativo.: [997, 942, 1172, 1087]
article-paragraph: Estos marinos aparecen acusados de «actos de rebeldía» y negativa á obedecer las órdenes de sus jefes.: [205, 1383, 380, 1417]
article-paragraph: La mayor parte de los pasajeros están en una situación precaria. Se cree que el Gobierno pondrá á disposición de las Compañías 300 marinos del Estado, pero los armadores han pedido tiempo para reflexionar sobre la conveniencia de aceptar.: [205, 1584, 380, 1673]
section-headline: Centro Liberal Monárquico: [1034, 1745, 1136, 1770]
article-paragraph: Después se entró en el capítulo de ruegos y preguntas.: [393, 1683, 603, 1706]
article-paragraph: Parece que por indicación de Maura, desde mañana se reunirá diariamente en el Congreso la comisión de Presupuestos.: [803, 176, 984, 221]
article-paragraph: La oficialidad, además de acudir al cuartel para presenciar los festejos indicados, celebrará una comida en el restaurant «Panier Fleury», de Rentería.: [803, 2008, 984, 2063]
article-paragraph: Se ruega á las personas afectas á las ideas liberales, afiliadas ó no al partido liberal monárquico, que reúnan las condiciones de electores y sean vecinos de San Sebastián, habiendo residido dos años en dicha ciudad, y que hayan cumplido veinticinco años y no estén incluidas en los censos electorales, se sirvan pasar sus nombres y domicilio á este Centro Liberal Monárquico, Avenida, 4, principal, ó en la casa de los concejales liberales en el término de tres días y antes del 5 de junio próximo para que, incluyéndose y reunidos en los mismos, puedan tramitar la inclusión en las citadas listas electorales; entendiéndose que el que no lo haga, se entenderá que se le hace imposible cumplir su deber de ciudadano.: [997, 1783, 1172, 2026]
article-paragraph: Novena parte.—Se sorteos de sargentos de semana de barberos destinados en la tarde un novedad. Todos los espectadores estarán amenizados por una banda dirigida por el batuta del 5.º Regimiento Mr. Grand Abaste, y también por el famoso director del Chocolate, Chubeski y demás autores de musicalidad.: [803, 1806, 984, 1917]
article-paragraph: Refiriéndose á los temores de huelgas apuntados por Moret en su discurso del viernes, expuso que no tiene fundamento alguno, porque los funcionarios de Correos y Telégrafos no tienen derecho á ir á la huelga ni lo harán.: [393, 1920, 603, 1987]
section-headline: Frontón Moderno: [1007, 1635, 1162, 1654]
subsection-title: Inauguración: [1051, 695, 1128, 707]
article-paragraph: En representación del Ayuntamiento asistió á dicha función religiosa el concejal don Alfredo Laffitte.: [616, 881, 790, 927]
column-rule: [402, 438, 594, 439]
byline: (POR TELÉFONO) (De nuestro corresponsal): [1020, 2094, 1159, 2115]
section-headline: SAN FERNANDO: [836, 331, 952, 346]
subsection-title: del 8 al 14 de Junio de 1909: [1010, 1143, 1169, 1155]
article-paragraph: S. A. el príncipe Rosiro Gordo II.—Su Alteza la princesa Luna Pálida.—Su Altísima Majestad la Lámpara.—Josefino Concuñado.—Caballero de Gordonaño Orejón.: [803, 1111, 984, 1167]
article-paragraph: Dicen de San Petersburgo que la zarina se ha empeorado notablemente. Por dicha causa, la zarina y sus hijos no acompañarán á Nicolás II en su viaje á Francia, Inglaterra é Italia.: [616, 1306, 790, 1373]
byline: (POR TELÉGRAFO) (De nuestro corresponsal): [636, 1260, 780, 1281]
article-paragraph: Así pasa la vida, sencilla y hermosa, y el libro es en su conjunto una historia humana en el sentido más elevado de la palabra.: [18, 2115, 192, 2159]
article-paragraph: En su defensa el ministro de la Gobernación.: [393, 2032, 603, 2054]
article-paragraph: Como se había anunciado, ayer se reunieron los ministros en Consejo en el domicilio de Maura.: [393, 523, 603, 556]
newspaper-columns: [18, 87, 1364, 2575]
section-headline: Miscelánea extranjera: [653, 1225, 753, 1259]
article-paragraph: Es éste, sucintamente descrito, el asunto de la novela. No es posible en estas líneas, breves y rápidas, trasladar la sensación intensa del libro. He dicho al principio que su mayor encanto está en las delicadezas contenidas en las cartas y en el perfume del estilo. Es sabido que con pocos asuntos se escriben buenas novelas, y también lo es que entre uno y otro episodio concreto, suele: [18, 2159, 192, 2293]
article-paragraph: En el Congreso se reunió ayer la comisión de Presupuestos, y emitió dictamen favorable á los proyectos concediendo: [616, 2396, 790, 2441]
article-paragraph: Sexta parte.—Literatura.—Lectura de cartas lindas y alderosas.—Dias libres.—Otras con mucho.—Ósea á las diez y media.: [803, 1650, 984, 1695]
article-paragraph: Dijo, entre otras cosas, que no podía suprimirse la necesidad en toda España el día de los cinco céntimos por reparto de las cartas, pues, refiriéndose á los proyectos de reorganización de la plantilla del Cuerpo, se ha ido negociando con los representantes de Correos y Telégrafos.: [393, 1841, 603, 1919]
subsection-title: Los Connaught: [1047, 582, 1132, 594]
article-paragraph: Mañana lunes, á las ocho y media de la misma, se dará la primera comunión á los niños de la Casa de Beneficencia.: [616, 927, 790, 972]
article-paragraph: Existe el proyecto de dar impulso á la aerostación militar en España.: [997, 301, 1172, 324]
article-paragraph: A las seis.—Distribución del oloroso moka con acompañamiento de 47 centímetros de churro por socio.: [803, 907, 984, 952]
author-signature: R. BLASCO: [331, 1998, 380, 2008]
article-paragraph: A las cuatro menos cuarto de la tarde y bajo la presidencia del general Azcárraga, dió principio la sesión celebrada ayer por la Cámara Alta.: [616, 270, 790, 325]
article-paragraph: Por último, se convino en que en otra reunión que se celebrará próximamente, el autor de las proposiciones mencionadas ampliará algunos detalles y los ejercicios que se practicarán en el Concurso voluntario de Maestros.: [393, 187, 603, 254]
article-paragraph: Con dicho motivo se celebrará en el referido benéfico centro varios festejos, organizados para solaz y distracción de los asilados.: [616, 1017, 790, 1061]
article-paragraph: Premios de 150 pesetas, 100 y 50 á los mejores potros y potras de la misma procedencia.: [997, 1211, 1172, 1245]
article-paragraph: Gran partido de pelota á mano, para hoy, domingo á las cuatro y media de la tarde entre Chiquito de Azcoitia y Urcelay, contra Errezabal y Aramburu.: [997, 1654, 1172, 1710]
article-paragraph: De venta en todas las farmacias.: [1007, 1087, 1162, 1099]
article-paragraph: Pedro conoce á esta bella mujer, y con su escudo espiritual de hombre de ciudad, el pretende entrar, sin la gradación previa, en los secretos de su alma. Poco á poco ella está dudando; aparece la flor de su alma. Aquella mañana se produce en un encuentro. Tarde á Pedro, le transmite á su amigo Leandro con cierta delicadeza la belleza del diálogo. Es un pasaje de conversación, que intenta por de, de no coincidir, no todo es la misma naturaleza, con toda su aurora...: [18, 1437, 192, 1592]
article-paragraph: Teresa entonces es fiel en su dolor y melancolía y la lleva dentro como un secreto. Su espíritu ha sido transformado, y la tranquila aldea sigue siendo lo que fué. Queda un bello recuerdo imborrable, y las poesías, que de nuevo recuerdan en su hermosa escena la tranquilidad del campo y del amor.: [18, 2015, 192, 2114]
article-paragraph: En los centros oficiales de Londres se dice que de los medios de arreglar la cuestión de Creta, será que Grecia adquiera dicha isla, mediante una suma de dinero, que se encargará Creta, como pagará á Turquía, como acabó de hacerse por Austria con la Bosnia y Herzegovina.: [616, 1722, 790, 1822]
double-rule: [999, 2043, 1171, 2045]
article-paragraph: Otros informes posteriores de Marsella anuncian que 1.300 pasajeros detenidos en aquel puerto con motivo de la huelga, han sido recibidos en el nuevo establecimiento de Marsella, fueron á ver al prefecto, quien les ha dicho la impresión de que el Gobierno hará cuanto pueda para la pronta reanudación á Argel y Túnez.: [205, 1473, 380, 1584]
section-headline: La fiesta de los ingenieros: [805, 347, 982, 394]
article-paragraph: El 15 de junio se inaugurará una Granja Agrícola en Ciudad Real.: [997, 708, 1172, 730]
article-paragraph: De Hamburgo telegrafían que reina gran agitación entre los trabajadores del puerto, quienes se interesan vivamente por la huelga de los inscriptos marítimos de Francia.: [205, 1862, 380, 1929]
dateline: Madrid 29, 8.15: [534, 512, 603, 522]
byline: (POR TELÉFONO) (De nuestro corresponsal): [434, 1521, 572, 1543]
article-paragraph: Cuarta parte.—Asesinato y padecimientos fieles de Secretos torrero de la Vascon, bajo la conciencia de los afamados diestros:: [803, 1245, 984, 1291]
double-rule: [999, 936, 1171, 938]
subsection-title: Inmensos festejos en honor de San Fernando (1909): [821, 783, 976, 806]
article-paragraph: maestros y maestras que lleven más años de servicio, sin que en su hoja tengan nota alguna.: [393, 87, 603, 120]
subsection-title: Reunión: [1065, 424, 1114, 437]
article-paragraph: Octava parte.—Cantos.—La jota.—La uvas diáveres.—Zortzikos y demás cantos regionales.—Cantos tirados.: [803, 1773, 984, 1806]
article-paragraph: Atravesando este concepto, digo simbólico, porque realmente, no sé por qué destino, sin término los amores á lo poeta. Son amores que tienen más encanto por lo que hubieran sido que por lo que fueron en efecto. Y realmente más que en la vida, pasa lo que pasó por la tierra sin materialización, como una divina quimera, que no se puede encontrar en la realidad. Es más bien una imagen del romántico. Y se le presenta un mundo más espiritual que materialista, como el del amor de Pedro y Teresa.: [205, 286, 380, 452]
section-headline: NOTAS DE SPORT: [435, 879, 561, 893]
column-rule: [625, 765, 782, 766]
article-paragraph: Todos los liberales de Guipúzcoa que lo deseen pueden asistir al mismo.: [616, 2028, 790, 2062]
article-paragraph: Concluidos los ejercicios que dan la hora, con hermoso escape sistema Peñaranda.: [803, 1571, 984, 1605]
subsection-title: Un conflicto: [864, 2150, 933, 2163]
subsection-title: Peticiones denegadas: [442, 299, 564, 311]
article-paragraph: También zarpó el paquebot Staffordshire, llevando la correspondencia destinada al Extremo Oriente.: [205, 1271, 380, 1316]
subsection-title: AVISO: [1071, 1770, 1108, 1783]
article-paragraph: Pérez Galdós y Romero (don Tomás), visitaron ayer á Dato para anunciarle que mañana se entregarán al Congreso, en nombre de los republicanos, una proposición incidental, en la que se pide la vacante de un diputado á Cortes por Madrid, y la proposición que se activará la tramitación del asunto.: [616, 2195, 790, 2306]
article-paragraph: Azcárate preguntó cuándo se iba á presentar el proyecto de nueva división territorial de España.: [393, 1706, 603, 1740]
article-paragraph: Goal: Bea.: [403, 1297, 453, 1309]
author-signature: R. BLASCO.: [739, 1891, 790, 1901]
double-rule: [999, 1295, 1171, 1297]
article-paragraph: El programa de festejos que se ha confeccionado para ser ejecutados hoy, no puede ser más variado ni sugestivo y por su realización excesivamente sencilla, lo publicamos íntegro á continuación.: [803, 516, 984, 583]
column-4: [616, 87, 796, 2576]
article-paragraph: El team bilbaíno será el siguiente:: [403, 1204, 566, 1215]
article-paragraph: Después se trasladaron los manifestantes á la residencia de los Paúles, formada por escritores peninsulares y repitieron la pedrea.: [803, 2298, 984, 2342]
article-paragraph: El obrero, el conserje de la Embajada y una mujer resultaron heridos, siendo el más grave el conserje, el cual fué trasladado al hospital.: [616, 1441, 790, 1497]
double-rule: [999, 1589, 1171, 1592]
article-paragraph: Este conferenció luego con el obispo para tratar de resolver el conflicto.: [997, 87, 1172, 120]
article-paragraph: Durante todo el día de ayer fué muy comentado un artículo publicado por El Imparcial y titulado «Viva Segovia».: [997, 2129, 1172, 2173]
article-paragraph: Mr. Clemenceau conferenció esta mañana con MM. Picard y Crupi con el fin de adoptar ciertas medidas para hacer frente á las consecuencias de la huelga de los inscriptos marítimos.: [205, 1674, 380, 1740]
article-paragraph: También se acordó conceder un premio, que tampoco se determinó, á los: [205, 2542, 380, 2575]
article-paragraph: A la una.—Banquete de sargentos.: [813, 1065, 978, 1077]
article-paragraph: Segunda parte.—Trabajos de Serián.—Torneos y contorsiones.—Saltos de longitud y de latitud.—Salto al siete.—Saltos de se rau.: [803, 1167, 984, 1211]
article-paragraph: Finalmente, sobre el libro de Salaverría pesa cierta melancolía íntima, irremediable, la cual parece marcar á su protagonista en su vida. Pedro es un alma de artista, de sentimientos y hastíos fuertes. El protagonista Pedro se presenta ante nosotros como un buen muchacho, un bravo propósito de vivir su vida, sin hacer mal á nadie, á pesar de su inquietud. Un filósofo, tal vez, en el sentido lírico de la palabra.: [205, 154, 380, 286]
column-3: [393, 87, 608, 2576]
article-paragraph: haber una especie de aura imponderable que rodea espiritualmente los hechos, y que por su misma sutileza é inmaterialidad de matices, no tiene traducción concreta en el papel.: [205, 87, 380, 154]
article-paragraph: Aprobada el acta de la sesión anterior subió á la tribuna el ministro de Hacienda y dió lectura á un proyecto concediendo un crédito de 114.000 pesetas, para atender al pago del capítulo de recaudación del censo.: [393, 1627, 603, 1683]
section-headline: SENADO: [640, 240, 766, 270]
section-headline: Bicicletas «Halcón Hispania»: [1002, 1301, 1167, 1334]
column-rule: [402, 875, 594, 876]
article-paragraph: Ayer á las cuatro de la tarde, convocadas por el señor gobernador, se reunieron en uno de los salones del Gobierno civil, la Junta Magna encargada de organizar la fiesta escolar, que en breve se verificará en esta población.: [205, 2073, 380, 2163]
article-paragraph: Los últimos informes dicen que se ha restablecido la tranquilidad.: [997, 232, 1172, 255]
article-paragraph: Las estragos que produce el café colonial á la salud, la hacen pensar en otros preparados como el Malte Kneipp que además, no debe ser tan estimulante, y que es agradable al paladar y favorece á la digestión. Se vende en droguerías.: [997, 1507, 1172, 1584]
section-headline: Cosas del Municipio: [644, 770, 762, 816]
article-paragraph: Rectificaron después Gómez Acebo y el ministro, que sigue defendiendo que en su disposición que la huelga de Barcelona se ha convertido en un motivo de discusión.: [393, 1987, 603, 2032]
article-paragraph: Delanteros: G. Sena—Mac-Guinness—Simmons—Lacort—Birebén.: [393, 1333, 603, 1356]
author-signature: R. BLASCO.: [933, 312, 984, 322]
section-headline: EN HERNANI: [656, 1911, 750, 1925]
article-paragraph: La animación que ayer tarde se observaba en el cuartel era inusitada, trabajando todos en ultimar algunos detalles para la simpática fiesta de hoy, que promete ser divertidísima.: [803, 661, 984, 717]
author-signature: MANUEL MUNOA.: [297, 543, 380, 553]
article-paragraph: Tercera parte.—Bailes nacionales.—Baile de más allá de los Pirineos.—Baile de San Vito.—Baby Ballivare.: [803, 1212, 984, 1245]
